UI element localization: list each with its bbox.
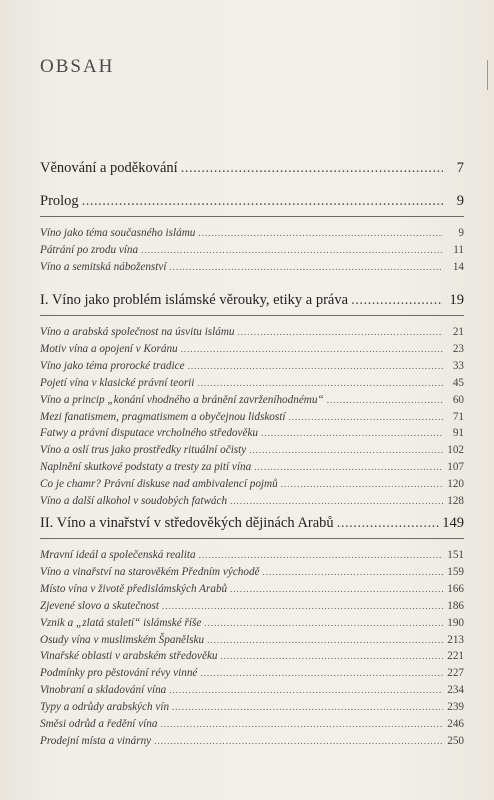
dot-leader (141, 245, 443, 255)
toc-entry-title: Podmínky pro pěstování révy vinné (40, 667, 198, 680)
toc-entry-title: Víno a další alkohol v soudobých fatwách (40, 495, 228, 507)
toc-entry-title: Víno a semitská náboženství (40, 260, 167, 273)
toc-entry (40, 667, 464, 679)
toc-entry-title: Víno a princip „konání vhodného a bránění zavrženíhodnému“ (40, 393, 324, 406)
section-divider (40, 216, 464, 217)
toc-entry-title: Vinařské oblasti v arabském středověku (40, 650, 218, 663)
toc-section-title: Věnování a poděkování (40, 160, 178, 176)
dot-leader (288, 412, 443, 422)
dot-leader (82, 193, 443, 210)
dot-leader (249, 445, 443, 455)
dot-leader (261, 428, 443, 438)
section-divider (40, 538, 464, 539)
toc-entry-title: Osudy vína v muslimském Španělsku (40, 633, 205, 646)
toc-section-page-number: 19 (449, 292, 464, 308)
dot-leader (169, 685, 443, 695)
toc-entry (40, 261, 464, 273)
toc-entry-page-number: 239 (447, 701, 464, 714)
dot-leader (188, 361, 443, 371)
toc-entry-page-number: 159 (447, 565, 464, 578)
toc-entry-title: Naplnění skutkové podstaty a tresty za pití vína (40, 461, 252, 474)
toc-entry-page-number: 11 (453, 243, 464, 256)
toc-section (40, 160, 464, 177)
dot-leader (263, 567, 443, 577)
toc-entry-title: Mravní ideál a společenská realita (40, 549, 196, 561)
toc-entry (40, 411, 464, 423)
toc-entry (40, 549, 464, 561)
toc-entry-page-number: 71 (452, 410, 464, 423)
dot-leader (181, 344, 443, 354)
toc-entry-title: Víno a arabská společnost na úsvitu islámu (40, 326, 235, 338)
toc-entry-title: Pátrání po zrodu vína (40, 243, 139, 256)
dot-leader (327, 395, 443, 405)
toc-entry-title: Zjevené slovo a skutečnost (40, 599, 159, 612)
toc-entry (40, 617, 464, 629)
toc-entry-title: Víno a vinařství na starověkém Předním východě (40, 565, 260, 578)
toc-entry-page-number: 91 (452, 427, 464, 440)
toc-entry-page-number: 190 (447, 616, 464, 629)
toc-entry (40, 718, 464, 730)
toc-entry (40, 461, 464, 473)
toc-entry (40, 701, 464, 713)
toc-entry-page-number: 21 (452, 326, 464, 338)
dot-leader (154, 736, 443, 746)
toc-entry (40, 566, 464, 578)
toc-section-title: II. Víno a vinařství v středověkých dějinách Arabů (40, 515, 334, 531)
toc-entry-title: Co je chamr? Právní diskuse nad ambivalencí pojmů (40, 478, 278, 491)
toc-entry (40, 244, 464, 256)
toc-section (40, 515, 464, 532)
dot-leader (207, 635, 443, 645)
dot-leader (351, 292, 443, 309)
toc-entry (40, 326, 464, 338)
toc-entry (40, 360, 464, 372)
dot-leader (221, 651, 443, 661)
toc-entry-page-number: 213 (447, 633, 464, 646)
toc-entry-title: Mezi fanatismem, pragmatismem a obyčejnou lidskostí (40, 410, 286, 423)
toc-section-title: I. Víno jako problém islámské věrouky, etiky a práva (40, 292, 349, 308)
toc-entry-page-number: 250 (447, 734, 464, 747)
toc-entry-title: Víno a oslí trus jako prostředky rituální očisty (40, 444, 247, 457)
toc-entry (40, 478, 464, 490)
toc-entry (40, 227, 464, 239)
dot-leader (337, 515, 440, 532)
dot-leader (281, 479, 443, 489)
dot-leader (160, 719, 443, 729)
dot-leader (198, 228, 443, 238)
page-title: OBSAH (40, 56, 115, 77)
toc-entry-title: Motiv vína a opojení v Koránu (40, 342, 178, 355)
toc-entry-title: Typy a odrůdy arabských vín (40, 701, 170, 714)
dot-leader (230, 496, 443, 506)
dot-leader (181, 160, 443, 177)
toc-entry-title: Místo vína v životě předislámských Arabů (40, 582, 228, 595)
toc-entry-title: Vznik a „zlatá staletí“ islámské říše (40, 616, 202, 629)
toc-entry-page-number: 234 (447, 684, 464, 697)
toc-entry (40, 634, 464, 646)
toc-entry-page-number: 246 (447, 718, 464, 730)
toc-entry-page-number: 221 (447, 650, 464, 663)
toc-entry (40, 427, 464, 439)
toc-section-title: Prolog (40, 193, 79, 209)
dot-leader (197, 378, 443, 388)
dot-leader (230, 584, 443, 594)
toc-entry (40, 343, 464, 355)
dot-leader (254, 462, 443, 472)
toc-entry (40, 735, 464, 747)
toc-entry (40, 600, 464, 612)
toc-section-page-number: 7 (456, 160, 464, 176)
toc-entry-page-number: 186 (447, 599, 464, 612)
toc-entry (40, 394, 464, 406)
page-edge-mark (487, 60, 488, 90)
toc-entry-page-number: 166 (447, 582, 464, 595)
toc-entry-page-number: 33 (452, 359, 464, 372)
dot-leader (162, 601, 443, 611)
dot-leader (169, 262, 443, 272)
toc-entry-page-number: 45 (452, 376, 464, 389)
toc-entry-page-number: 107 (447, 461, 464, 474)
toc-entry-page-number: 128 (447, 495, 464, 507)
toc-entry (40, 650, 464, 662)
toc-entry-page-number: 60 (452, 393, 464, 406)
toc-entry-page-number: 151 (447, 549, 464, 561)
toc-entry-title: Směsi odrůd a ředění vína (40, 718, 158, 730)
toc-section-page-number: 149 (442, 515, 464, 531)
toc-entry-page-number: 23 (452, 342, 464, 355)
toc-entry (40, 377, 464, 389)
toc-section (40, 193, 464, 210)
toc-section (40, 292, 464, 309)
toc-entry (40, 495, 464, 507)
toc-entry-title: Vinobraní a skladování vína (40, 684, 167, 697)
toc-entry-page-number: 9 (458, 227, 464, 239)
dot-leader (172, 702, 443, 712)
toc-entry-title: Prodejní místa a vinárny (40, 734, 152, 747)
toc-entry-title: Víno jako téma současného islámu (40, 227, 196, 239)
toc-entry-page-number: 14 (452, 260, 464, 273)
toc-entry-title: Víno jako téma prorocké tradice (40, 359, 185, 372)
section-divider (40, 315, 464, 316)
dot-leader (238, 327, 443, 337)
toc-entry-page-number: 227 (447, 667, 464, 680)
toc-entry (40, 444, 464, 456)
toc-entry (40, 684, 464, 696)
dot-leader (199, 550, 443, 560)
dot-leader (204, 618, 443, 628)
toc-entry-title: Pojetí vína v klasické právní teorii (40, 376, 195, 389)
toc-entry-page-number: 120 (447, 478, 464, 491)
toc-entry-title: Fatwy a právní disputace vrcholného středověku (40, 427, 258, 440)
toc-entry-page-number: 102 (447, 444, 464, 457)
toc-entry (40, 583, 464, 595)
dot-leader (200, 668, 443, 678)
toc-section-page-number: 9 (456, 193, 464, 209)
